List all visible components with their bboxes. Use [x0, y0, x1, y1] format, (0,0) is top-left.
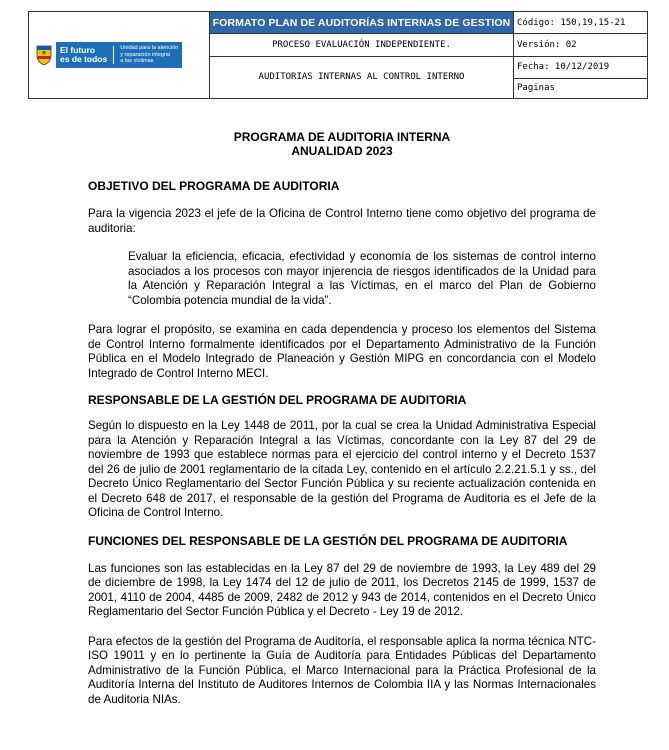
document-header [28, 11, 648, 99]
functions-heading: FUNCIONES DEL RESPONSABLE DE LA GESTIÓN DEL PROGRAMA DE AUDITORIA [88, 533, 568, 548]
objective-heading: OBJETIVO DEL PROGRAMA DE AUDITORIA [88, 179, 340, 193]
doc-title-line2: ANUALIDAD 2023 [291, 144, 393, 158]
format-title: FORMATO PLAN DE AUDITORÍAS INTERNAS DE GESTION [210, 12, 514, 34]
process-name: PROCESO EVALUACIÓN INDEPENDIENTE. [210, 34, 514, 56]
audit-subject: AUDITORIAS INTERNAS AL CONTROL INTERNO [210, 56, 514, 99]
logo-sub3: a las víctimas [120, 58, 154, 65]
functions-paragraph-2: Para efectos de la gestión del Programa de Auditoría, el responsable aplica la norma técnica NTC-ISO 19011 y en lo pertinente la Guía de Auditoría para Entidades Públicas del Departamento Administrativo de la Función Pública, el Marco Internacional para la Práctica Profesional de la Auditoría Interna del Instituto de Auditores Internos de Colombia IIA y las Normas Internacionales de Auditoria NIAs. [88, 634, 596, 706]
responsible-paragraph: Según lo dispuesto en la Ley 1448 de 2011, por la cual se crea la Unidad Administrativa Especial para la Atención y Reparación Integral a las Víctimas, concordante con la Ley 87 del 29 de noviembre de 1993 que establece normas para el ejercicio del control interno y el Decreto 1537 del 26 de julio de 2001 reglamentario de la citada Ley, contenido en el artículo 2.2.21.5.1 y ss., del Decreto Único Reglamentario del Sector Función Pública y su reciente actualización contenida en el Decreto 648 de 2017, el responsable de la gestión del Programa de Auditoria es el Jefe de la Oficina de Control Interno. [88, 419, 596, 519]
objective-paragraph-2: Para lograr el propósito, se examina en cada dependencia y proceso los elementos del Sistema de Control Interno formalmente identificados por el Departamento Administrativo de la Función Pública en el Modelo Integrado de Planeación y Gestión MIPG en concordancia con el Modelo Integrado de Control Interno MECI. [88, 323, 596, 380]
coat-of-arms-icon [35, 44, 53, 66]
doc-version: Versión: 02 [514, 34, 648, 56]
doc-pages: Paginas [514, 78, 648, 98]
logo-line2: es de todos [60, 54, 108, 64]
objective-paragraph: Para la vigencia 2023 el jefe de la Oficina de Control Interno tiene como objetivo del programa de auditoria: [88, 207, 596, 235]
logo-sub2: y reparación integral [120, 51, 171, 58]
functions-paragraph-1: Las funciones son las establecidas en la Ley 87 del 29 de noviembre de 1993, la Ley 489 del 29 de diciembre de 1998, la Ley 1474 del 12 de julio de 2011, los Decretos 2145 de 1999, 1537 de 2001, 4110 de 2004, 4485 de 2009, 2482 de 2012 y 943 de 2014, contenidos en el Decreto Único Reglamentario del Sector Función Pública y el Decreto - Ley 19 de 2012. [88, 561, 596, 618]
responsible-heading: RESPONSABLE DE LA GESTIÓN DEL PROGRAMA DE AUDITORIA [88, 393, 467, 407]
logo-cell [29, 12, 210, 99]
logo-line1: El futuro [60, 45, 95, 55]
objective-quote: Evaluar la eficiencia, eficacia, efectividad y economía de los sistemas de control interno asociados a los procesos con mayor injerencia de riesgos identificados de la Unidad para la Atención y Reparación Integral a las Víctimas, en el marco del Plan de Gobierno “Colombia potencia mundial de la vida”. [128, 250, 596, 307]
doc-code: Código: 150,19,15-21 [514, 12, 648, 34]
logo-banner [56, 42, 182, 68]
doc-title-line1: PROGRAMA DE AUDITORIA INTERNA [233, 130, 451, 144]
logo-separator [113, 46, 114, 64]
document-body [88, 130, 596, 707]
logo-sub1: Unidad para la atención [120, 45, 179, 52]
institution-logo [29, 12, 209, 98]
doc-date: Fecha: 10/12/2019 [514, 56, 648, 78]
